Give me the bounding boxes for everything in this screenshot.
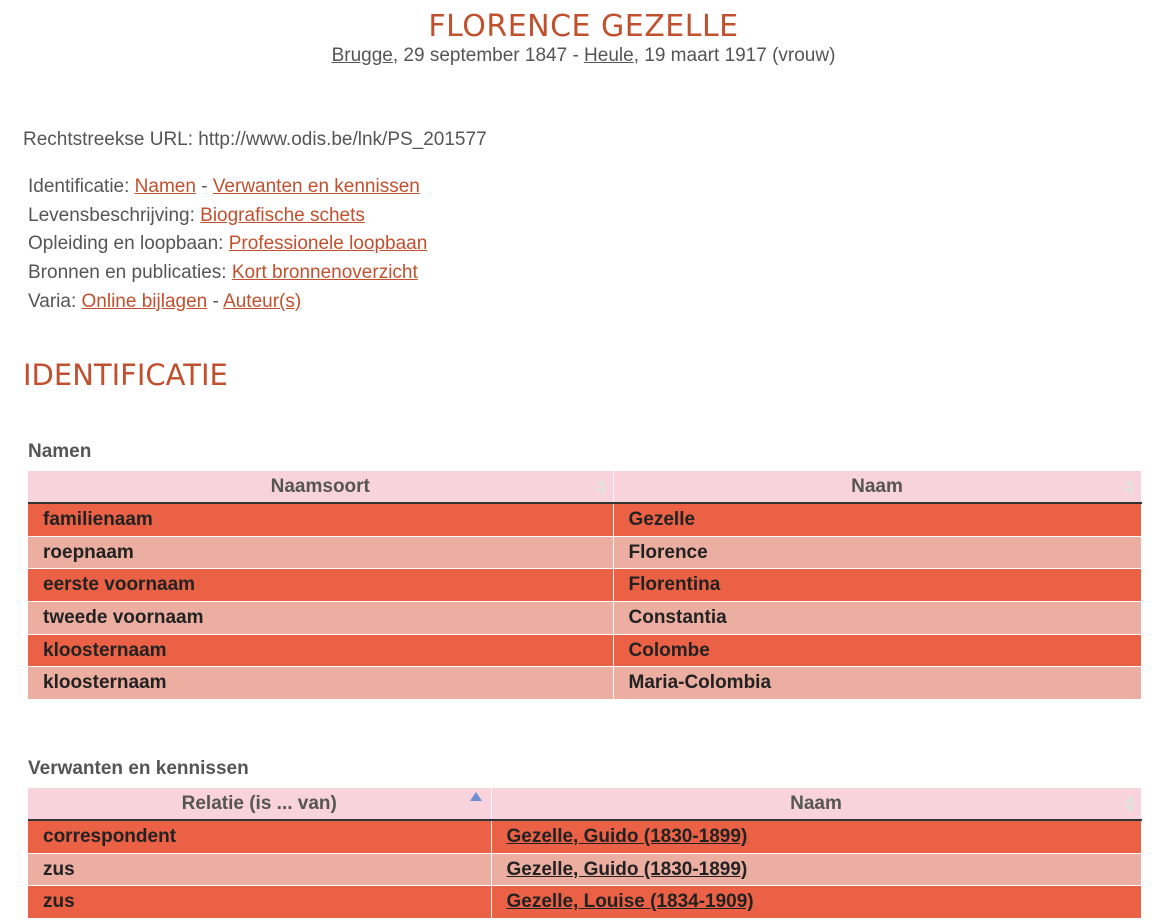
toc-separator: -	[207, 290, 224, 312]
section-title: IDENTIFICATIE	[23, 358, 228, 392]
toc-link-kort-bronnenoverzicht[interactable]: Kort bronnenoverzicht	[231, 262, 418, 284]
column-header-label: Naamsoort	[270, 475, 370, 497]
toc-row-levensbeschrijving	[28, 204, 427, 233]
toc-link-professionele-loopbaan[interactable]: Professionele loopbaan	[228, 233, 428, 255]
cell-naam: Colombe	[613, 634, 1141, 667]
namen-title: Namen	[28, 441, 92, 462]
sort-icon[interactable]	[1125, 477, 1135, 497]
cell-naamsoort: kloosternaam	[28, 634, 613, 667]
death-place-link[interactable]: Heule	[584, 45, 634, 66]
namen-table	[28, 471, 1142, 700]
cell-naamsoort: familienaam	[28, 503, 613, 536]
column-header-naamsoort[interactable]	[28, 471, 613, 503]
toc-label: Bronnen en publicaties:	[28, 262, 232, 284]
table-row	[28, 820, 1141, 853]
table-row	[28, 536, 1141, 569]
toc-label: Opleiding en loopbaan:	[28, 233, 229, 255]
verwanten-table	[28, 788, 1142, 919]
direct-url: Rechtstreekse URL: http://www.odis.be/lnk/PS_201577	[23, 129, 487, 150]
toc-link-auteurs[interactable]: Auteur(s)	[223, 290, 302, 312]
table-row	[28, 602, 1141, 635]
toc-link-online-bijlagen[interactable]: Online bijlagen	[81, 290, 208, 312]
table-header-row	[28, 471, 1141, 503]
toc-link-biografische-schets[interactable]: Biografische schets	[200, 204, 365, 226]
table-row	[28, 667, 1141, 700]
toc-row-identificatie	[28, 175, 427, 204]
toc-separator: -	[195, 176, 213, 197]
sort-ascending-icon[interactable]	[470, 792, 482, 801]
toc-link-namen[interactable]: Namen	[134, 176, 196, 197]
table-row	[28, 634, 1141, 667]
table-of-contents	[28, 175, 427, 318]
toc-label: Varia:	[28, 290, 82, 312]
toc-label: Identificatie:	[28, 176, 135, 197]
table-row	[28, 853, 1141, 886]
cell-naam: Constantia	[613, 602, 1141, 635]
cell-naam	[491, 820, 1141, 853]
person-name: FLORENCE GEZELLE	[428, 9, 739, 44]
person-link[interactable]: Gezelle, Guido (1830-1899)	[506, 825, 748, 847]
cell-naam: Florentina	[613, 569, 1141, 602]
cell-naamsoort: eerste voornaam	[28, 569, 613, 602]
person-link[interactable]: Gezelle, Louise (1834-1909)	[506, 891, 754, 913]
table-row	[28, 503, 1141, 536]
column-header-label: Relatie (is ... van)	[181, 792, 337, 814]
toc-label: Levensbeschrijving:	[28, 204, 201, 226]
column-header-naam[interactable]	[491, 788, 1141, 820]
column-header-label: Naam	[790, 792, 842, 814]
sort-icon[interactable]	[597, 477, 607, 497]
cell-relatie: zus	[28, 853, 491, 886]
table-row	[28, 886, 1141, 919]
cell-naamsoort: tweede voornaam	[28, 602, 613, 635]
cell-naam: Florence	[613, 536, 1141, 569]
cell-naam: Gezelle	[613, 503, 1141, 536]
sort-icon[interactable]	[1125, 794, 1135, 814]
verwanten-title: Verwanten en kennissen	[28, 758, 249, 779]
toc-row-bronnen	[28, 261, 427, 290]
cell-naam	[491, 886, 1141, 919]
toc-row-opleiding	[28, 232, 427, 261]
cell-relatie: correspondent	[28, 820, 491, 853]
column-header-relatie[interactable]	[28, 788, 491, 820]
death-date: , 19 maart 1917 (vrouw)	[633, 45, 836, 66]
cell-naam: Maria-Colombia	[613, 667, 1141, 700]
table-row	[28, 569, 1141, 602]
birth-date: , 29 september 1847 -	[392, 45, 585, 66]
table-header-row	[28, 788, 1141, 820]
cell-naam	[491, 853, 1141, 886]
cell-relatie: zus	[28, 886, 491, 919]
cell-naamsoort: roepnaam	[28, 536, 613, 569]
column-header-naam[interactable]	[613, 471, 1141, 503]
column-header-label: Naam	[851, 475, 903, 497]
person-link[interactable]: Gezelle, Guido (1830-1899)	[506, 858, 748, 880]
toc-link-verwanten[interactable]: Verwanten en kennissen	[212, 176, 420, 197]
person-dates	[0, 45, 1167, 67]
toc-row-varia	[28, 290, 427, 319]
cell-naamsoort: kloosternaam	[28, 667, 613, 700]
birth-place-link[interactable]: Brugge	[331, 45, 393, 66]
